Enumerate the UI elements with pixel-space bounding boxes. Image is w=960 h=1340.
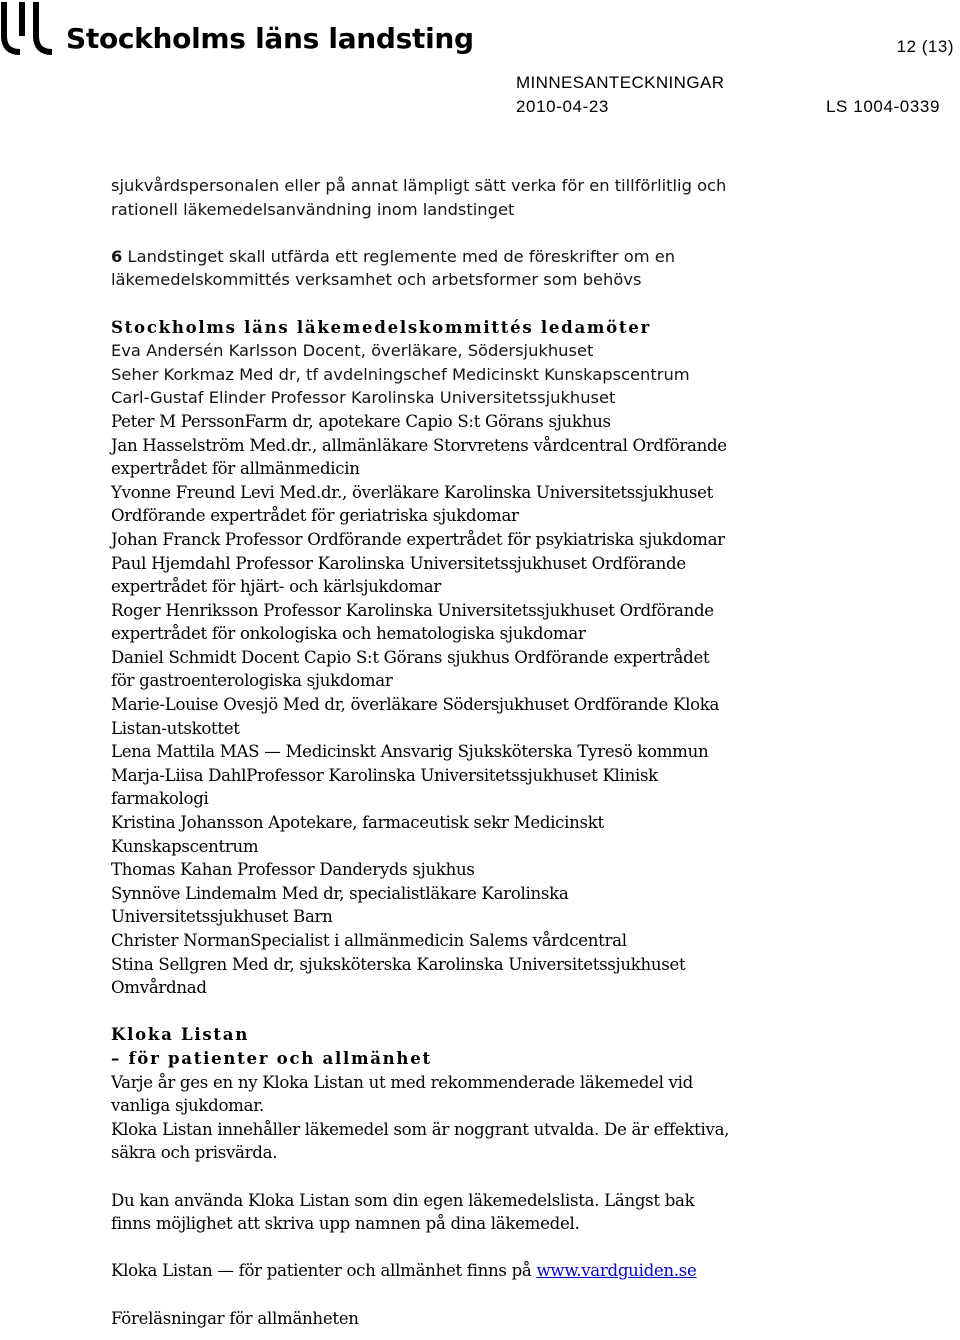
document-type: MINNESANTECKNINGAR	[516, 73, 725, 92]
list-item: Johan Franck Professor Ordförande expertrådet för psykiatriska sjukdomar	[111, 529, 725, 549]
text-line: finns möjlighet att skriva upp namnen på dina läkemedel.	[111, 1214, 580, 1234]
text-line: vanliga sjukdomar.	[111, 1096, 264, 1116]
list-item: Thomas Kahan Professor Danderyds sjukhus	[111, 860, 475, 880]
text-line: Du kan använda Kloka Listan som din egen läkemedelslista. Längst bak	[111, 1190, 695, 1210]
list-item: Jan Hasselström Med.dr., allmänläkare Storvretens vårdcentral Ordförande	[111, 435, 727, 455]
document-date: 2010-04-23	[516, 97, 609, 116]
list-item: Seher Korkmaz Med dr, tf avdelningschef Medicinskt Kunskapscentrum	[111, 364, 690, 384]
intro-paragraph	[111, 174, 941, 221]
list-item: Roger Henriksson Professor Karolinska Universitetssjukhuset Ordförande	[111, 600, 714, 620]
kloka-subheading: – för patienter och allmänhet	[111, 1047, 432, 1068]
list-item: expertrådet för allmänmedicin	[111, 459, 360, 479]
list-item: expertrådet för hjärt- och kärlsjukdomar	[111, 577, 441, 597]
list-item: för gastroenterologiska sjukdomar	[111, 671, 393, 691]
list-item: Daniel Schmidt Docent Capio S:t Görans sjukhus Ordförande expertrådet	[111, 647, 710, 667]
list-item: Yvonne Freund Levi Med.dr., överläkare Karolinska Universitetssjukhuset	[111, 482, 714, 502]
section-text: Landstinget skall utfärda ett reglemente med de föreskrifter om en	[127, 246, 676, 266]
text-line: säkra och prisvärda.	[111, 1143, 278, 1163]
vardguiden-link[interactable]: www.vardguiden.se	[536, 1261, 697, 1281]
list-item: Universitetssjukhuset Barn	[111, 907, 333, 927]
logo	[0, 2, 474, 56]
list-item: Carl-Gustaf Elinder Professor Karolinska Universitetssjukhuset	[111, 388, 616, 408]
kloka-paragraph-2	[111, 1189, 941, 1236]
list-item: Eva Andersén Karlsson Docent, överläkare, Södersjukhuset	[111, 341, 594, 361]
kloka-link-paragraph	[111, 1259, 941, 1283]
page-body	[111, 174, 941, 1330]
text-line: Kloka Listan innehåller läkemedel som är noggrant utvalda. De är effektiva,	[111, 1119, 730, 1139]
kloka-listan-section	[111, 1023, 941, 1165]
list-item: Omvårdnad	[111, 978, 207, 998]
list-item: expertrådet för onkologiska och hematologiska sjukdomar	[111, 624, 586, 644]
list-item: Ordförande expertrådet för geriatriska sjukdomar	[111, 506, 519, 526]
lectures-paragraph	[111, 1307, 941, 1331]
list-item: Christer NormanSpecialist i allmänmedicin Salems vårdcentral	[111, 931, 627, 950]
document-reference: LS 1004-0339	[825, 97, 940, 116]
members-list	[111, 339, 941, 410]
list-item: Lena Mattila MAS — Medicinskt Ansvarig Sjuksköterska Tyresö kommun	[111, 742, 709, 762]
list-item: Kunskapscentrum	[111, 836, 259, 856]
members-heading: Stockholms läns läkemedelskommittés ledamöter	[111, 316, 651, 337]
link-prefix: Kloka Listan — för patienter och allmänhet finns på	[111, 1261, 537, 1281]
list-item: Marja-Liisa DahlProfessor Karolinska Universitetssjukhuset Klinisk	[111, 765, 658, 785]
list-item: farmakologi	[111, 789, 209, 809]
kloka-heading: Kloka Listan	[111, 1024, 250, 1045]
members-list-continued	[111, 410, 941, 1000]
text-line: sjukvårdspersonalen eller på annat lämpligt sätt verka för en tillförlitlig och	[111, 176, 727, 195]
list-item: Paul Hjemdahl Professor Karolinska Universitetssjukhuset Ordförande	[111, 553, 686, 573]
text-line: rationell läkemedelsanvändning inom landstinget	[111, 199, 515, 219]
list-item: Synnöve Lindemalm Med dr, specialistläkare Karolinska	[111, 883, 569, 903]
list-item: Peter M PerssonFarm dr, apotekare Capio S:t Görans sjukhus	[111, 411, 611, 431]
text-line: Föreläsningar för allmänheten	[111, 1308, 359, 1328]
section-number: 6	[111, 246, 123, 266]
text-line	[111, 1259, 941, 1283]
list-item: Kristina Johansson Apotekare, farmaceutisk sekr Medicinskt	[111, 813, 604, 833]
page-number: 12 (13)	[896, 37, 954, 56]
members-section	[111, 316, 941, 1000]
landsting-logo-icon	[0, 2, 56, 56]
section-6	[111, 245, 941, 292]
logo-text: Stockholms läns landsting	[66, 22, 474, 55]
text-line: läkemedelskommittés verksamhet och arbetsformer som behövs	[111, 270, 642, 290]
list-item: Marie-Louise Ovesjö Med dr, överläkare Södersjukhuset Ordförande Kloka	[111, 695, 720, 715]
list-item: Stina Sellgren Med dr, sjuksköterska Karolinska Universitetssjukhuset	[111, 954, 686, 974]
list-item: Listan-utskottet	[111, 718, 240, 738]
text-line	[111, 245, 941, 269]
text-line: Varje år ges en ny Kloka Listan ut med rekommenderade läkemedel vid	[111, 1072, 693, 1092]
